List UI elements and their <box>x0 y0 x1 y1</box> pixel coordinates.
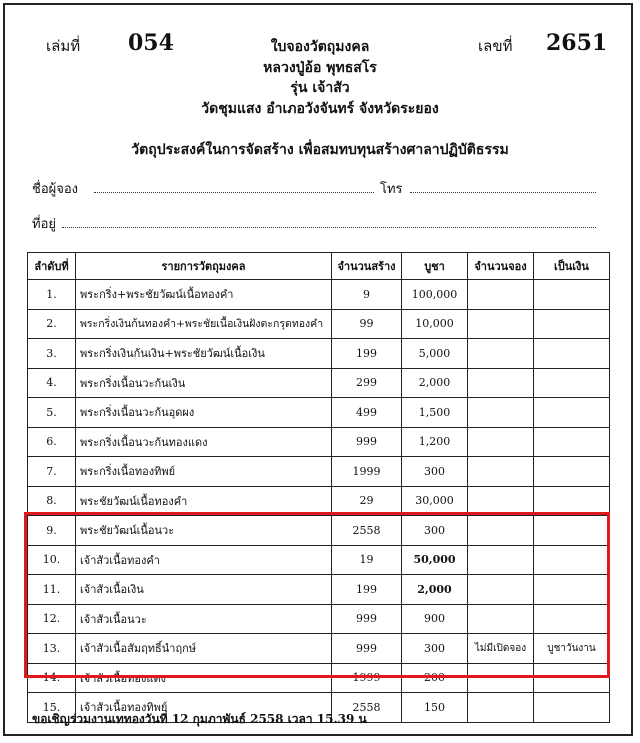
row-quantity: 1999 <box>332 457 402 487</box>
address-field[interactable] <box>62 227 596 228</box>
row-item: พระกริ่งเนื้อนวะก้นทองแดง <box>76 427 332 457</box>
row-item: เจ้าสัวเนื้อทองแดง <box>76 663 332 693</box>
row-amount[interactable] <box>534 368 610 398</box>
row-quantity: 999 <box>332 634 402 664</box>
col-header-reserve: จำนวนจอง <box>468 253 534 280</box>
row-price: 200 <box>402 663 468 693</box>
table-row <box>28 604 610 634</box>
table-row <box>28 339 610 369</box>
table-row <box>28 663 610 693</box>
row-reserve[interactable] <box>468 398 534 428</box>
row-price: 50,000 <box>402 545 468 575</box>
row-amount[interactable] <box>534 457 610 487</box>
row-item: เจ้าสัวเนื้อสัมฤทธิ์นำฤกษ์ <box>76 634 332 664</box>
row-price: 1,200 <box>402 427 468 457</box>
row-reserve-note: ไม่มีเปิดจอง <box>468 634 534 664</box>
row-item: พระกริ่ง+พระชัยวัฒน์เนื้อทองคำ <box>76 280 332 310</box>
name-label: ชื่อผู้จอง <box>32 182 79 197</box>
row-amount[interactable] <box>534 339 610 369</box>
table-row <box>28 280 610 310</box>
row-quantity: 9 <box>332 280 402 310</box>
row-reserve[interactable] <box>468 427 534 457</box>
table-row <box>28 427 610 457</box>
row-reserve[interactable] <box>468 309 534 339</box>
row-item: เจ้าสัวเนื้อเงิน <box>76 575 332 605</box>
row-reserve[interactable] <box>468 486 534 516</box>
row-price: 100,000 <box>402 280 468 310</box>
row-quantity: 199 <box>332 339 402 369</box>
row-quantity: 1999 <box>332 663 402 693</box>
row-reserve[interactable] <box>468 663 534 693</box>
row-amount[interactable] <box>534 516 610 546</box>
row-price: 150 <box>402 693 468 723</box>
row-price: 300 <box>402 457 468 487</box>
table-row <box>28 634 610 664</box>
row-quantity: 19 <box>332 545 402 575</box>
row-reserve[interactable] <box>468 575 534 605</box>
row-reserve[interactable] <box>468 516 534 546</box>
col-header-quantity: จำนวนสร้าง <box>332 253 402 280</box>
row-number: 12. <box>28 604 76 634</box>
phone-field[interactable] <box>410 192 596 193</box>
book-number: 054 <box>128 30 174 56</box>
row-reserve[interactable] <box>468 457 534 487</box>
row-amount[interactable] <box>534 309 610 339</box>
row-item: พระกริ่งเนื้อนวะก้นเงิน <box>76 368 332 398</box>
table-row <box>28 486 610 516</box>
row-price: 10,000 <box>402 309 468 339</box>
row-number: 4. <box>28 368 76 398</box>
row-number: 6. <box>28 427 76 457</box>
row-amount-note: บูชาวันงาน <box>534 634 610 664</box>
col-header-amount: เป็นเงิน <box>534 253 610 280</box>
address-label: ที่อยู่ <box>32 217 56 232</box>
edition-name: รุ่น เจ้าสัว <box>290 80 350 96</box>
row-number: 2. <box>28 309 76 339</box>
row-price: 30,000 <box>402 486 468 516</box>
row-quantity: 199 <box>332 575 402 605</box>
row-quantity: 29 <box>332 486 402 516</box>
row-quantity: 99 <box>332 309 402 339</box>
row-reserve[interactable] <box>468 368 534 398</box>
row-item: พระกริ่งเงินก้นเงิน+พระชัยวัฒน์เนื้อเงิน <box>76 339 332 369</box>
purpose-line: วัตถุประสงค์ในการจัดสร้าง เพื่อสมทบทุนสร้างศาลาปฏิบัติธรรม <box>131 142 509 158</box>
row-quantity: 2558 <box>332 516 402 546</box>
row-price: 900 <box>402 604 468 634</box>
row-number: 13. <box>28 634 76 664</box>
items-table <box>27 252 610 723</box>
row-number: 5. <box>28 398 76 428</box>
row-amount[interactable] <box>534 427 610 457</box>
row-number: 1. <box>28 280 76 310</box>
col-header-price: บูชา <box>402 253 468 280</box>
table-row <box>28 398 610 428</box>
table-row <box>28 545 610 575</box>
row-amount[interactable] <box>534 486 610 516</box>
row-price: 1,500 <box>402 398 468 428</box>
row-number: 7. <box>28 457 76 487</box>
row-amount[interactable] <box>534 604 610 634</box>
row-amount[interactable] <box>534 663 610 693</box>
row-price: 5,000 <box>402 339 468 369</box>
row-number: 15. <box>28 693 76 723</box>
monk-name: หลวงปู่อ้อ พุทธสโร <box>263 60 377 76</box>
col-header-item: รายการวัตถุมงคล <box>76 253 332 280</box>
row-reserve[interactable] <box>468 693 534 723</box>
table-row <box>28 516 610 546</box>
name-field[interactable] <box>94 192 374 193</box>
row-amount[interactable] <box>534 575 610 605</box>
row-item: พระกริ่งเนื้อนวะก้นอุดผง <box>76 398 332 428</box>
col-header-order: ลำดับที่ <box>28 253 76 280</box>
row-price: 2,000 <box>402 575 468 605</box>
table-row <box>28 309 610 339</box>
row-amount[interactable] <box>534 280 610 310</box>
row-price: 2,000 <box>402 368 468 398</box>
phone-label: โทร <box>380 182 403 197</box>
row-item: พระชัยวัฒน์เนื้อนวะ <box>76 516 332 546</box>
row-reserve[interactable] <box>468 280 534 310</box>
row-amount[interactable] <box>534 545 610 575</box>
row-item: พระกริ่งเนื้อทองทิพย์ <box>76 457 332 487</box>
footer-invite: ขอเชิญร่วมงานเททองวันที่ 12 กุมภาพันธ์ 2558 เวลา 15.39 น <box>32 712 367 726</box>
row-reserve[interactable] <box>468 604 534 634</box>
row-item: พระกริ่งเงินก้นทองคำ+พระชัยเนื้อเงินฝังตะกรุดทองคำ <box>76 309 332 339</box>
table-row <box>28 457 610 487</box>
table-row <box>28 575 610 605</box>
row-reserve[interactable] <box>468 545 534 575</box>
table-header-row <box>28 253 610 280</box>
row-item: เจ้าสัวเนื้อทองคำ <box>76 545 332 575</box>
row-number: 14. <box>28 663 76 693</box>
book-label: เล่มที่ <box>46 37 81 55</box>
row-quantity: 499 <box>332 398 402 428</box>
row-quantity: 2558 <box>332 693 402 723</box>
row-item: พระชัยวัฒน์เนื้อทองคำ <box>76 486 332 516</box>
row-item: เจ้าสัวเนื้อทองทิพย์ <box>76 693 332 723</box>
row-amount[interactable] <box>534 693 610 723</box>
row-quantity: 999 <box>332 427 402 457</box>
row-number: 9. <box>28 516 76 546</box>
row-reserve[interactable] <box>468 339 534 369</box>
form-title: ใบจองวัตถุมงคล <box>270 39 370 55</box>
row-number: 10. <box>28 545 76 575</box>
row-price: 300 <box>402 634 468 664</box>
row-number: 8. <box>28 486 76 516</box>
row-price: 300 <box>402 516 468 546</box>
row-quantity: 299 <box>332 368 402 398</box>
row-number: 11. <box>28 575 76 605</box>
row-amount[interactable] <box>534 398 610 428</box>
row-quantity: 999 <box>332 604 402 634</box>
row-item: เจ้าสัวเนื้อนวะ <box>76 604 332 634</box>
table-row <box>28 368 610 398</box>
form-number: 2651 <box>546 30 608 56</box>
row-number: 3. <box>28 339 76 369</box>
temple-name: วัดชุมแสง อำเภอวังจันทร์ จังหวัดระยอง <box>201 101 439 117</box>
number-label: เลขที่ <box>478 37 513 55</box>
